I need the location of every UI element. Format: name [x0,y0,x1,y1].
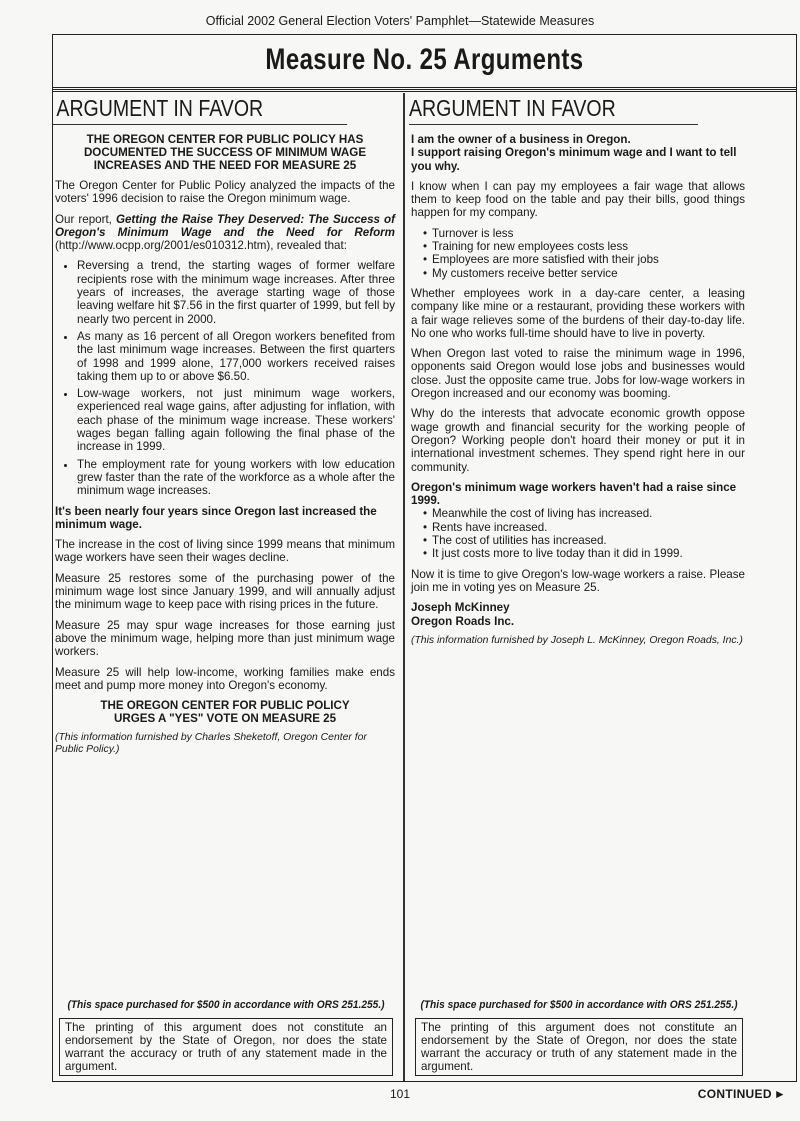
right-argument-heading: ARGUMENT IN FAVOR [409,95,698,125]
right-benefits-list [411,227,745,280]
right-furnished-by: (This information furnished by Joseph L. McKinney, Oregon Roads, Inc.) [411,634,743,646]
left-paragraph-6: Measure 25 will help low-income, working families make ends meet and pump more money into Oregon's economy. [55,665,395,692]
list-item: • The employment rate for young workers with low education grew faster than the rate of the workforce as a whole after the minimum wage increases. [77,458,395,498]
left-paid-notice: (This space purchased for $500 in accordance with ORS 251.255.) [67,998,385,1011]
right-paragraph-1: I know when I can pay my employees a fair wage that allows them to keep food on the table and pay their bills, good things happen for my company. [411,179,745,220]
right-paragraph-2: Whether employees work in a day-care center, a leasing company like mine or a restaurant, providing these workers with a fair wage relieves some of the burdens of their day-to-day life. No one who works full-time should have to live in poverty. [411,286,745,340]
left-paragraph-5: Measure 25 may spur wage increases for those earning just above the minimum wage, helping more than just minimum wage workers. [55,618,395,659]
right-intro-bold-1: I am the owner of a business in Oregon. [411,133,631,146]
left-disclaimer: The printing of this argument does not constitute an endorsement by the State of Oregon, nor does the state warrant the accuracy or truth of any statement made in the argument. [59,1018,393,1076]
left-argument-heading: ARGUMENT IN FAVOR [53,95,347,125]
right-paid-notice: (This space purchased for $500 in accordance with ORS 251.255.) [420,998,738,1011]
column-divider [403,93,405,1081]
list-item: • Turnover is less [423,227,745,240]
page-title: Measure No. 25 Arguments [265,43,584,76]
list-item: • As many as 16 percent of all Oregon workers benefited from the last minimum wage increases. Between the first quarters of 1998 and 1999 alone, 177,000 workers received raises taking them up to or above $6.50. [77,330,395,383]
left-argument-column [53,95,399,1080]
left-footer [53,999,399,1080]
list-item: • The cost of utilities has increased. [423,534,745,547]
right-paragraph-3: When Oregon last voted to raise the minimum wage in 1996, opponents said Oregon would lose jobs and businesses would close. Just the opposite came true. Jobs for low-wage workers in Oregon increased and our economy was booming. [411,347,745,401]
list-item: • My customers receive better service [423,267,745,280]
list-item: • Low-wage workers, not just minimum wage workers, experienced real wage gains, after adjusting for inflation, with each phase of the minimum wage increase. These workers' wages began falling again following the final phase of the increase in 1999. [77,387,395,453]
list-item: • Meanwhile the cost of living has increased. [423,507,745,520]
left-intro-bold: THE OREGON CENTER FOR PUBLIC POLICY HAS DOCUMENTED THE SUCCESS OF MINIMUM WAGE INCREASES AND THE NEED FOR MEASURE 25 [83,133,367,172]
list-item: • Training for new employees costs less [423,240,745,253]
left-p2-suffix: (http://www.ocpp.org/2001/es010312.htm), revealed that: [55,239,347,253]
left-furnished-by: (This information furnished by Charles Sheketoff, Oregon Center for Public Policy.) [55,732,367,756]
left-findings-list [55,259,395,497]
left-report-title: Getting the Raise They Deserved: The Success of Oregon's Minimum Wage and the Need for Reform [55,212,395,239]
right-intro-bold-2: I support raising Oregon's minimum wage and I want to tell you why. [411,146,737,173]
page-number: 101 [389,1087,411,1101]
title-rule [53,87,796,93]
continued-indicator [698,1087,786,1101]
left-closing-bold: THE OREGON CENTER FOR PUBLIC POLICY URGES A "YES" VOTE ON MEASURE 25 [100,699,350,726]
right-argument-column [409,95,749,1080]
list-item: • Reversing a trend, the starting wages of former welfare recipients rose with the minimum wage increases. After three years of increases, the average starting wage of those leaving welfare hit $7.56 in the first quarter of 1999, but fell by nearly two percent in 2000. [77,259,395,325]
left-p2-prefix: Our report, [55,212,116,226]
list-item: • It just costs more to live today than it did in 1999. [423,547,745,560]
right-disclaimer: The printing of this argument does not constitute an endorsement by the State of Oregon, nor does the state warrant the accuracy or truth of any statement made in the argument. [415,1018,743,1076]
right-footer [409,999,749,1080]
right-signature-org: Oregon Roads Inc. [411,614,515,628]
list-item: • Rents have increased. [423,521,745,534]
list-item: • Employees are more satisfied with their jobs [423,253,745,266]
right-paragraph-4: Why do the interests that advocate economic growth oppose wage growth and financial security for the working people of Oregon? Working people don't hoard their money or put it in international investment schemes. They spend right here in our community. [411,407,745,474]
right-bold-statement: Oregon's minimum wage workers haven't had a raise since 1999. [411,480,737,508]
right-signature-name: Joseph McKinney [411,601,510,615]
right-cost-list [411,507,745,560]
left-bold-statement: It's been nearly four years since Oregon last increased the minimum wage. [55,504,377,531]
page-header: Official 2002 General Election Voters' Pamphlet—Statewide Measures [205,14,595,28]
arrow-right-icon: ► [773,1087,786,1101]
right-paragraph-5: Now it is time to give Oregon's low-wage workers a raise. Please join me in voting yes on Measure 25. [411,567,745,594]
left-paragraph-3: The increase in the cost of living since 1999 means that minimum wage workers have seen their wages decline. [55,538,395,565]
left-paragraph-2 [55,213,395,253]
measure-frame [52,34,797,1082]
left-paragraph-4: Measure 25 restores some of the purchasing power of the minimum wage lost since January 1999, and will annually adjust the minimum wage to keep pace with rising prices in the future. [55,571,395,612]
continued-label: CONTINUED [697,1087,772,1101]
left-paragraph-1: The Oregon Center for Public Policy analyzed the impacts of the voters' 1996 decision to raise the Oregon minimum wage. [55,179,395,206]
